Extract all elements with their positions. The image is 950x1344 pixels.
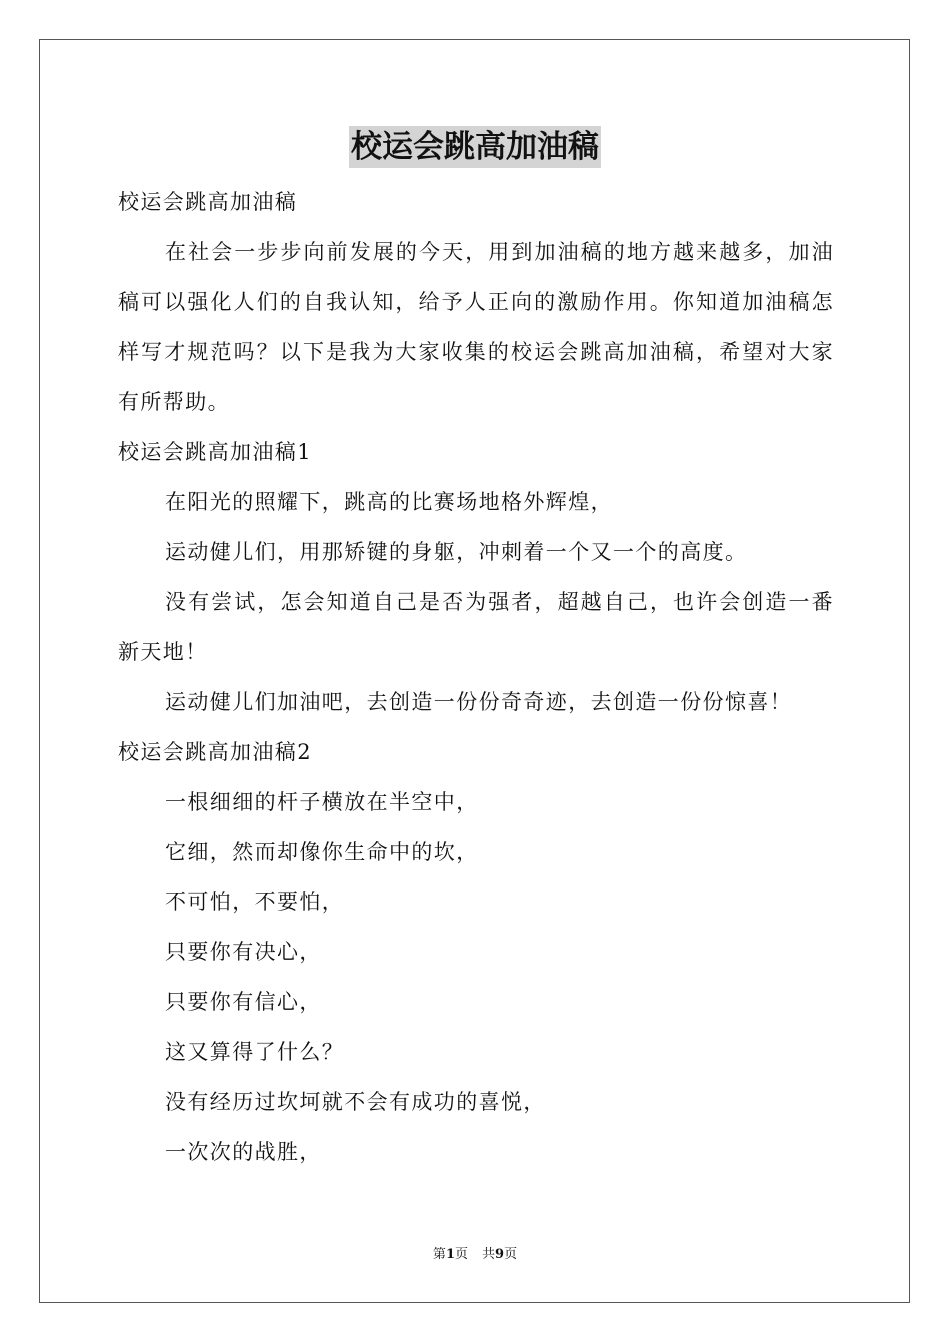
poem-line: 没有经历过坎坷就不会有成功的喜悦， xyxy=(165,1090,546,1114)
document-body xyxy=(118,177,834,1177)
poem-line: 这又算得了什么？ xyxy=(165,1040,345,1064)
poem-line: 不可怕，不要怕， xyxy=(165,890,345,914)
page-prefix: 第 xyxy=(432,1247,446,1262)
body-paragraph: 运动健儿们，用那矫键的身躯，冲刺着一个又一个的高度。 xyxy=(165,540,748,564)
body-paragraph: 在阳光的照耀下，跳高的比赛场地格外辉煌， xyxy=(165,490,613,514)
body-paragraph: 没有尝试，怎会知道自己是否为强者，超越自己，也许会创造一番新天地！ xyxy=(118,590,834,664)
total-suffix: 页 xyxy=(504,1247,518,1262)
section-heading: 校运会跳高加油稿 xyxy=(118,190,298,214)
document-title: 校运会跳高加油稿 xyxy=(349,126,601,168)
section-heading-1: 校运会跳高加油稿1 xyxy=(118,440,312,464)
current-page-number: 1 xyxy=(445,1247,455,1262)
section-heading-2: 校运会跳高加油稿2 xyxy=(118,740,312,764)
poem-line: 只要你有决心， xyxy=(165,940,322,964)
poem-line: 一次次的战胜， xyxy=(165,1140,322,1164)
page-footer xyxy=(0,1245,950,1265)
total-page-number: 9 xyxy=(495,1247,505,1262)
intro-paragraph: 在社会一步步向前发展的今天，用到加油稿的地方越来越多，加油稿可以强化人们的自我认知，给予人正向的激励作用。你知道加油稿怎样写才规范吗？以下是我为大家收集的校运会跳高加油稿，希望对大家有所帮助。 xyxy=(118,240,834,414)
poem-line: 一根细细的杆子横放在半空中， xyxy=(165,790,479,814)
title-container xyxy=(0,126,950,168)
poem-line: 只要你有信心， xyxy=(165,990,322,1014)
page-suffix: 页 xyxy=(454,1247,468,1262)
total-prefix: 共 xyxy=(482,1247,496,1262)
body-paragraph: 运动健儿们加油吧，去创造一份份奇奇迹，去创造一份份惊喜！ xyxy=(165,690,793,714)
poem-line: 它细，然而却像你生命中的坎， xyxy=(165,840,479,864)
